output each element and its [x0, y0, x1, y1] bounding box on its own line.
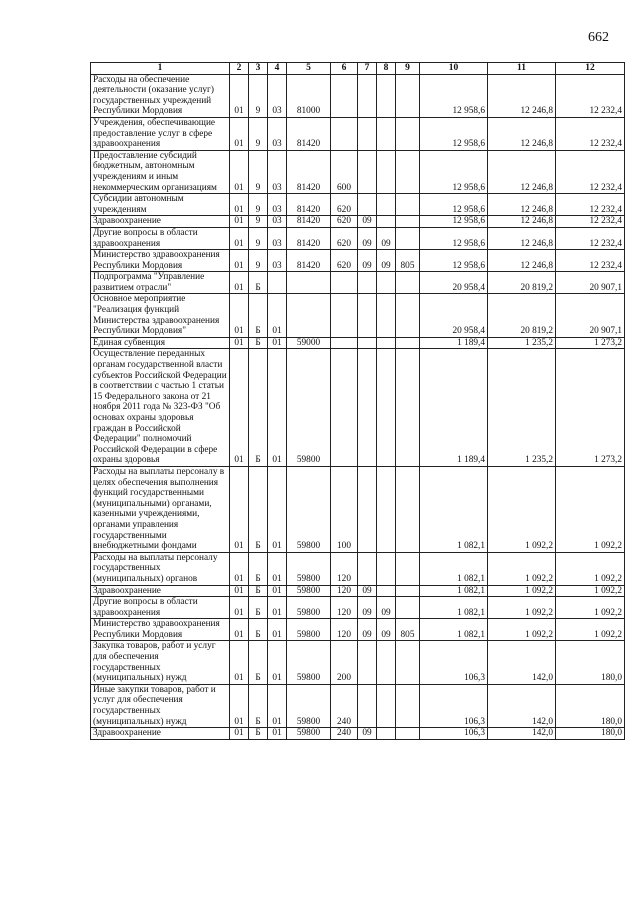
table-row	[91, 337, 625, 349]
section-cell	[358, 466, 377, 552]
expense-type-cell: 620	[331, 227, 358, 249]
amount-year2-cell: 1 092,2	[488, 597, 556, 619]
subprogram-code-cell: 01	[268, 337, 287, 349]
table-row	[91, 150, 625, 193]
subsection-cell	[377, 194, 396, 216]
amount-year1-cell: 12 958,6	[420, 150, 488, 193]
subprogram-code-cell: 03	[268, 74, 287, 117]
amount-year3-cell: 12 232,4	[556, 117, 625, 150]
table-row	[91, 117, 625, 150]
expense-type-cell: 120	[331, 585, 358, 597]
amount-year3-cell: 20 907,1	[556, 272, 625, 294]
subprogram-code-cell: 01	[268, 585, 287, 597]
table-row	[91, 294, 625, 337]
section-cell: 09	[358, 728, 377, 740]
subprogram-code-cell: 03	[268, 194, 287, 216]
amount-year3-cell: 12 232,4	[556, 194, 625, 216]
direction-code-cell: 59800	[287, 619, 331, 641]
ministry-code-cell	[396, 728, 420, 740]
program-code-cell: 9	[249, 74, 268, 117]
ministry-code-cell: 805	[396, 619, 420, 641]
program-code-cell: Б	[249, 272, 268, 294]
amount-year1-cell: 106,3	[420, 684, 488, 727]
row-name-cell: Иные закупки товаров, работ и услуг для обеспечения государственных (муниципальных) нужд	[91, 684, 230, 727]
page-number: 662	[588, 30, 609, 45]
amount-year2-cell: 12 246,8	[488, 74, 556, 117]
table-row	[91, 585, 625, 597]
program-code-cell: 9	[249, 216, 268, 228]
row-name-cell: Субсидии автономным учреждениям	[91, 194, 230, 216]
program-code-cell: Б	[249, 619, 268, 641]
amount-year2-cell: 20 819,2	[488, 272, 556, 294]
direction-code-cell: 81420	[287, 216, 331, 228]
program-code-cell: 9	[249, 227, 268, 249]
subsection-cell: 09	[377, 227, 396, 249]
row-name-cell: Единая субвенция	[91, 337, 230, 349]
expense-type-cell	[331, 272, 358, 294]
direction-code-cell: 81420	[287, 150, 331, 193]
section-code-cell: 01	[230, 74, 249, 117]
ministry-code-cell	[396, 74, 420, 117]
subsection-cell: 09	[377, 619, 396, 641]
expense-type-cell	[331, 117, 358, 150]
amount-year1-cell: 20 958,4	[420, 272, 488, 294]
section-code-cell: 01	[230, 349, 249, 467]
expense-type-cell: 620	[331, 216, 358, 228]
amount-year1-cell: 1 082,1	[420, 552, 488, 585]
row-name-cell: Министерство здравоохранения Республики Мордовия	[91, 250, 230, 272]
table-row	[91, 74, 625, 117]
direction-code-cell: 81000	[287, 74, 331, 117]
direction-code-cell: 59800	[287, 728, 331, 740]
amount-year3-cell: 180,0	[556, 684, 625, 727]
program-code-cell: 9	[249, 250, 268, 272]
amount-year2-cell: 142,0	[488, 641, 556, 684]
direction-code-cell	[287, 272, 331, 294]
direction-code-cell: 59800	[287, 585, 331, 597]
column-header: 4	[268, 63, 287, 75]
table-row	[91, 684, 625, 727]
amount-year3-cell: 12 232,4	[556, 250, 625, 272]
section-cell	[358, 349, 377, 467]
expense-type-cell: 240	[331, 684, 358, 727]
amount-year3-cell: 12 232,4	[556, 150, 625, 193]
subsection-cell	[377, 728, 396, 740]
direction-code-cell: 59800	[287, 597, 331, 619]
subprogram-code-cell: 01	[268, 466, 287, 552]
amount-year2-cell: 12 246,8	[488, 250, 556, 272]
program-code-cell: Б	[249, 728, 268, 740]
expense-type-cell	[331, 294, 358, 337]
table-row	[91, 250, 625, 272]
subsection-cell	[377, 585, 396, 597]
expense-type-cell: 120	[331, 619, 358, 641]
expense-type-cell: 600	[331, 150, 358, 193]
amount-year2-cell: 1 092,2	[488, 585, 556, 597]
expense-type-cell: 240	[331, 728, 358, 740]
table-row	[91, 227, 625, 249]
section-code-cell: 01	[230, 194, 249, 216]
amount-year1-cell: 1 082,1	[420, 466, 488, 552]
subsection-cell	[377, 337, 396, 349]
amount-year3-cell: 12 232,4	[556, 74, 625, 117]
subsection-cell	[377, 466, 396, 552]
column-header: 10	[420, 63, 488, 75]
ministry-code-cell: 805	[396, 250, 420, 272]
program-code-cell: Б	[249, 552, 268, 585]
program-code-cell: 9	[249, 150, 268, 193]
expense-type-cell: 620	[331, 250, 358, 272]
program-code-cell: Б	[249, 641, 268, 684]
section-code-cell: 01	[230, 466, 249, 552]
amount-year2-cell: 12 246,8	[488, 227, 556, 249]
section-code-cell: 01	[230, 552, 249, 585]
subsection-cell	[377, 272, 396, 294]
subprogram-code-cell: 01	[268, 641, 287, 684]
expense-type-cell	[331, 349, 358, 467]
subprogram-code-cell: 03	[268, 216, 287, 228]
column-header: 2	[230, 63, 249, 75]
column-header: 7	[358, 63, 377, 75]
direction-code-cell: 59800	[287, 466, 331, 552]
expense-type-cell: 200	[331, 641, 358, 684]
direction-code-cell: 81420	[287, 227, 331, 249]
row-name-cell: Закупка товаров, работ и услуг для обеспечения государственных (муниципальных) нужд	[91, 641, 230, 684]
ministry-code-cell	[396, 272, 420, 294]
subprogram-code-cell: 01	[268, 552, 287, 585]
expense-type-cell: 100	[331, 466, 358, 552]
amount-year3-cell: 1 092,2	[556, 597, 625, 619]
direction-code-cell: 81420	[287, 194, 331, 216]
row-name-cell: Расходы на обеспечение деятельности (оказание услуг) государственных учреждений Республики Мордовия	[91, 74, 230, 117]
subprogram-code-cell: 01	[268, 619, 287, 641]
header-row	[91, 63, 625, 75]
amount-year3-cell: 1 092,2	[556, 552, 625, 585]
amount-year1-cell: 106,3	[420, 728, 488, 740]
amount-year3-cell: 12 232,4	[556, 216, 625, 228]
subprogram-code-cell: 03	[268, 150, 287, 193]
column-header: 12	[556, 63, 625, 75]
expense-type-cell: 120	[331, 552, 358, 585]
subprogram-code-cell: 01	[268, 684, 287, 727]
amount-year1-cell: 1 189,4	[420, 349, 488, 467]
direction-code-cell	[287, 294, 331, 337]
amount-year3-cell: 1 273,2	[556, 349, 625, 467]
section-cell: 09	[358, 585, 377, 597]
section-code-cell: 01	[230, 150, 249, 193]
ministry-code-cell	[396, 194, 420, 216]
ministry-code-cell	[396, 597, 420, 619]
row-name-cell: Расходы на выплаты персоналу в целях обеспечения выполнения функций государственными (муниципальными) органами, казенными учреждениями, органами управления государственными внебюджетными фондами	[91, 466, 230, 552]
program-code-cell: Б	[249, 337, 268, 349]
section-code-cell: 01	[230, 684, 249, 727]
amount-year2-cell: 12 246,8	[488, 216, 556, 228]
subprogram-code-cell: 03	[268, 250, 287, 272]
expense-type-cell	[331, 337, 358, 349]
section-cell	[358, 194, 377, 216]
column-header: 11	[488, 63, 556, 75]
direction-code-cell: 81420	[287, 250, 331, 272]
subsection-cell	[377, 294, 396, 337]
table-row	[91, 216, 625, 228]
amount-year3-cell: 180,0	[556, 728, 625, 740]
subsection-cell	[377, 74, 396, 117]
amount-year1-cell: 12 958,6	[420, 216, 488, 228]
row-name-cell: Учреждения, обеспечивающие предоставление услуг в сфере здравоохранения	[91, 117, 230, 150]
table-body	[91, 74, 625, 739]
program-code-cell: Б	[249, 466, 268, 552]
section-cell	[358, 150, 377, 193]
table-row	[91, 619, 625, 641]
subsection-cell	[377, 349, 396, 467]
amount-year3-cell: 1 092,2	[556, 585, 625, 597]
program-code-cell: 9	[249, 117, 268, 150]
subsection-cell	[377, 641, 396, 684]
amount-year2-cell: 12 246,8	[488, 117, 556, 150]
amount-year1-cell: 12 958,6	[420, 117, 488, 150]
section-cell	[358, 337, 377, 349]
ministry-code-cell	[396, 117, 420, 150]
section-code-cell: 01	[230, 597, 249, 619]
section-cell	[358, 74, 377, 117]
expense-type-cell: 120	[331, 597, 358, 619]
amount-year1-cell: 106,3	[420, 641, 488, 684]
ministry-code-cell	[396, 641, 420, 684]
subsection-cell	[377, 150, 396, 193]
ministry-code-cell	[396, 150, 420, 193]
ministry-code-cell	[396, 466, 420, 552]
section-cell: 09	[358, 227, 377, 249]
amount-year1-cell: 12 958,6	[420, 74, 488, 117]
row-name-cell: Предоставление субсидий бюджетным, автономным учреждениям и иным некоммерческим организациям	[91, 150, 230, 193]
direction-code-cell: 59800	[287, 349, 331, 467]
program-code-cell: Б	[249, 294, 268, 337]
amount-year2-cell: 1 092,2	[488, 466, 556, 552]
section-code-cell: 01	[230, 641, 249, 684]
row-name-cell: Другие вопросы в области здравоохранения	[91, 597, 230, 619]
amount-year1-cell: 12 958,6	[420, 194, 488, 216]
table-row	[91, 349, 625, 467]
amount-year3-cell: 20 907,1	[556, 294, 625, 337]
section-code-cell: 01	[230, 728, 249, 740]
ministry-code-cell	[396, 552, 420, 585]
section-code-cell: 01	[230, 250, 249, 272]
table-row	[91, 641, 625, 684]
program-code-cell: Б	[249, 349, 268, 467]
subprogram-code-cell: 01	[268, 597, 287, 619]
amount-year2-cell: 1 235,2	[488, 349, 556, 467]
subprogram-code-cell: 03	[268, 117, 287, 150]
column-header: 9	[396, 63, 420, 75]
amount-year1-cell: 1 189,4	[420, 337, 488, 349]
column-header: 8	[377, 63, 396, 75]
amount-year2-cell: 1 092,2	[488, 552, 556, 585]
row-name-cell: Осуществление переданных органам государственной власти субъектов Российской Федерации в соответствии с частью 1 статьи 15 Федерального закона от 21 ноября 2011 года № 323-ФЗ "Об основах охраны здоровья граждан в Российской Федерации" полномочий Российской Федерации в сфере охраны здоровья	[91, 349, 230, 467]
amount-year1-cell: 12 958,6	[420, 250, 488, 272]
section-code-cell: 01	[230, 585, 249, 597]
row-name-cell: Подпрограмма "Управление развитием отрасли"	[91, 272, 230, 294]
budget-table	[90, 62, 625, 740]
table-row	[91, 466, 625, 552]
subprogram-code-cell: 03	[268, 227, 287, 249]
column-header: 1	[91, 63, 230, 75]
table-row	[91, 194, 625, 216]
section-cell: 09	[358, 250, 377, 272]
program-code-cell: 9	[249, 194, 268, 216]
ministry-code-cell	[396, 294, 420, 337]
amount-year3-cell: 1 092,2	[556, 619, 625, 641]
table-row	[91, 728, 625, 740]
table-row	[91, 597, 625, 619]
amount-year1-cell: 1 082,1	[420, 585, 488, 597]
amount-year1-cell: 1 082,1	[420, 597, 488, 619]
row-name-cell: Основное мероприятие "Реализация функций Министерства здравоохранения Республики Мордовия"	[91, 294, 230, 337]
amount-year3-cell: 180,0	[556, 641, 625, 684]
row-name-cell: Здравоохранение	[91, 585, 230, 597]
ministry-code-cell	[396, 227, 420, 249]
section-code-cell: 01	[230, 216, 249, 228]
program-code-cell: Б	[249, 585, 268, 597]
amount-year2-cell: 142,0	[488, 684, 556, 727]
subprogram-code-cell: 01	[268, 349, 287, 467]
amount-year2-cell: 12 246,8	[488, 150, 556, 193]
direction-code-cell: 59800	[287, 641, 331, 684]
row-name-cell: Здравоохранение	[91, 216, 230, 228]
subsection-cell: 09	[377, 597, 396, 619]
amount-year2-cell: 12 246,8	[488, 194, 556, 216]
row-name-cell: Министерство здравоохранения Республики Мордовия	[91, 619, 230, 641]
row-name-cell: Здравоохранение	[91, 728, 230, 740]
section-code-cell: 01	[230, 227, 249, 249]
column-header: 6	[331, 63, 358, 75]
ministry-code-cell	[396, 216, 420, 228]
section-cell: 09	[358, 597, 377, 619]
subsection-cell	[377, 216, 396, 228]
subprogram-code-cell: 01	[268, 728, 287, 740]
program-code-cell: Б	[249, 597, 268, 619]
section-code-cell: 01	[230, 619, 249, 641]
section-code-cell: 01	[230, 337, 249, 349]
row-name-cell: Другие вопросы в области здравоохранения	[91, 227, 230, 249]
amount-year3-cell: 1 092,2	[556, 466, 625, 552]
direction-code-cell: 59800	[287, 684, 331, 727]
section-cell: 09	[358, 216, 377, 228]
amount-year2-cell: 142,0	[488, 728, 556, 740]
section-code-cell: 01	[230, 272, 249, 294]
amount-year3-cell: 1 273,2	[556, 337, 625, 349]
section-code-cell: 01	[230, 117, 249, 150]
table-row	[91, 272, 625, 294]
subsection-cell	[377, 684, 396, 727]
amount-year1-cell: 12 958,6	[420, 227, 488, 249]
section-cell	[358, 552, 377, 585]
amount-year2-cell: 1 092,2	[488, 619, 556, 641]
section-cell	[358, 272, 377, 294]
row-name-cell: Расходы на выплаты персоналу государственных (муниципальных) органов	[91, 552, 230, 585]
table-row	[91, 552, 625, 585]
direction-code-cell: 81420	[287, 117, 331, 150]
ministry-code-cell	[396, 684, 420, 727]
column-header: 5	[287, 63, 331, 75]
subprogram-code-cell	[268, 272, 287, 294]
amount-year3-cell: 12 232,4	[556, 227, 625, 249]
direction-code-cell: 59800	[287, 552, 331, 585]
section-code-cell: 01	[230, 294, 249, 337]
section-cell: 09	[358, 619, 377, 641]
amount-year2-cell: 1 235,2	[488, 337, 556, 349]
subsection-cell	[377, 552, 396, 585]
column-header: 3	[249, 63, 268, 75]
subsection-cell: 09	[377, 250, 396, 272]
amount-year2-cell: 20 819,2	[488, 294, 556, 337]
subsection-cell	[377, 117, 396, 150]
section-cell	[358, 294, 377, 337]
ministry-code-cell	[396, 585, 420, 597]
ministry-code-cell	[396, 349, 420, 467]
expense-type-cell: 620	[331, 194, 358, 216]
section-cell	[358, 684, 377, 727]
direction-code-cell: 59000	[287, 337, 331, 349]
section-cell	[358, 117, 377, 150]
ministry-code-cell	[396, 337, 420, 349]
subprogram-code-cell: 01	[268, 294, 287, 337]
expense-type-cell	[331, 74, 358, 117]
program-code-cell: Б	[249, 684, 268, 727]
amount-year1-cell: 1 082,1	[420, 619, 488, 641]
amount-year1-cell: 20 958,4	[420, 294, 488, 337]
section-cell	[358, 641, 377, 684]
